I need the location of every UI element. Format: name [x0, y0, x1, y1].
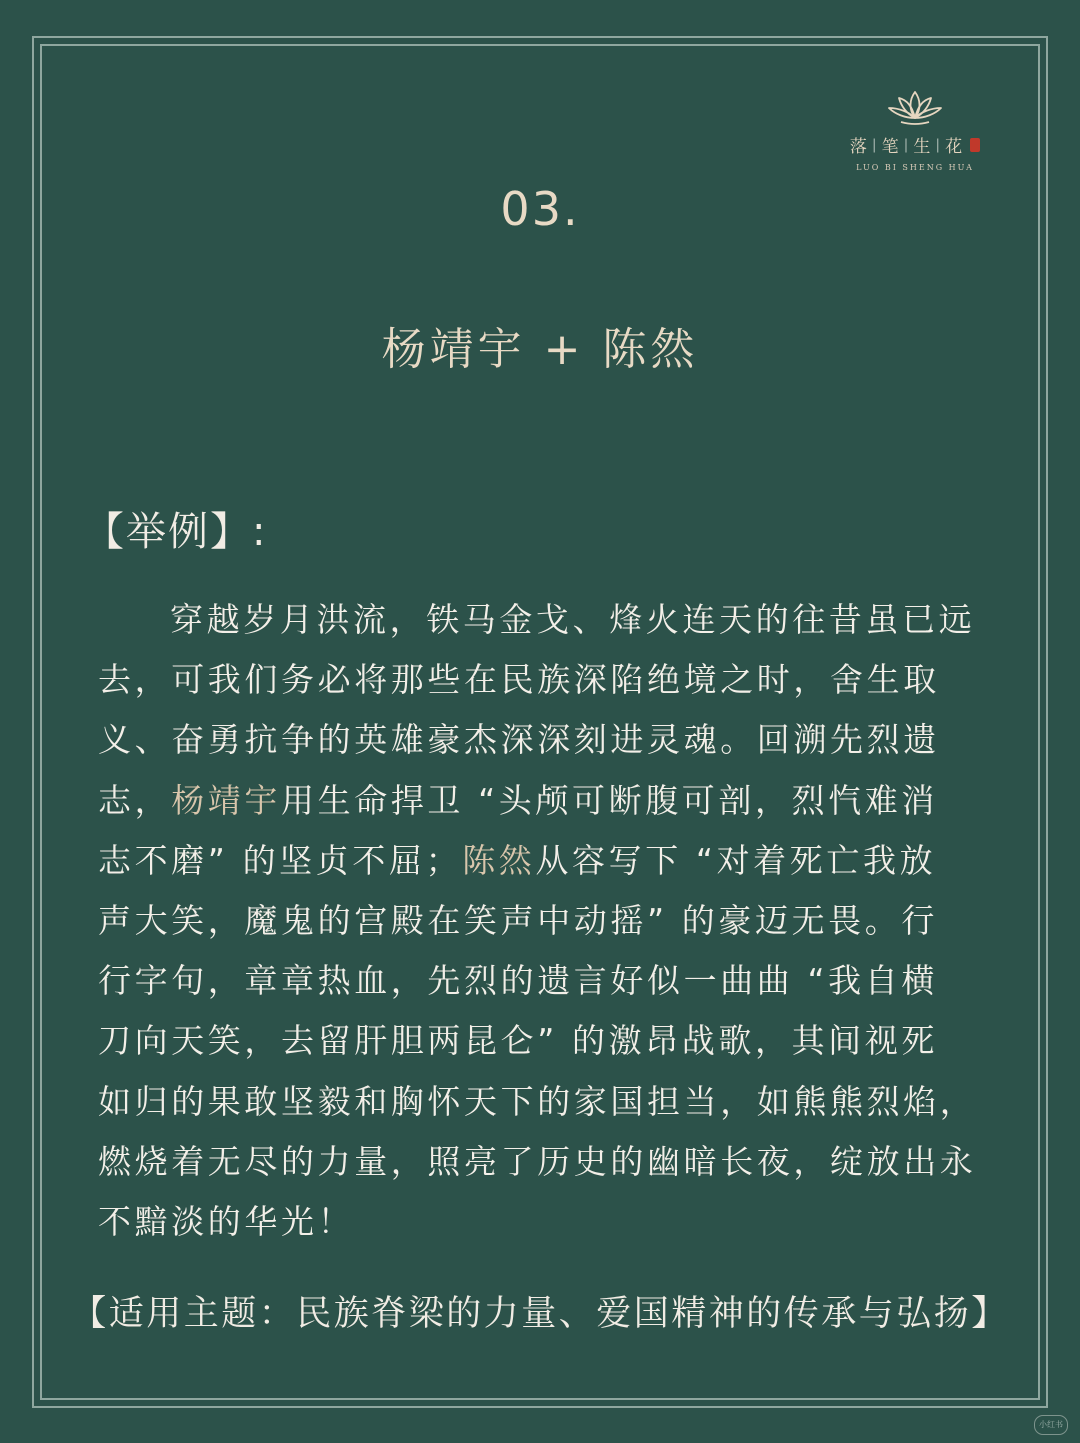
example-paragraph [98, 590, 978, 1252]
paragraph-text: 穿越岁月洪流，铁马金戈、烽火连天的往昔虽已远 [170, 600, 976, 639]
logo-english-name: LUO BI SHENG HUA [856, 163, 974, 172]
paragraph-line [98, 650, 978, 710]
watermark-badge: 小红书 [1034, 1415, 1068, 1435]
paragraph-text: 刀向天笑，去留肝胆两昆仑” 的激昂战歌，其间视死 [98, 1021, 938, 1061]
logo-separator: | [935, 136, 944, 153]
highlighted-name: 杨靖宇 [171, 780, 282, 820]
paragraph-text: 声大笑，魔鬼的宫殿在笑声中动摇” 的豪迈无畏。行 [98, 900, 938, 940]
paragraph-line [98, 1192, 978, 1252]
paragraph-line [98, 891, 978, 951]
logo-char: 笔 [881, 137, 902, 157]
hero-names-title: 杨靖宇 + 陈然 [381, 324, 699, 375]
paragraph-text: 不黯淡的华光！ [98, 1201, 355, 1241]
applicable-theme: 【适用主题：民族脊梁的力量、爱国精神的传承与弘扬】 [71, 1294, 1009, 1334]
paragraph-text: 用生命捍卫 “头颅可断腹可剖，烈忾难消 [281, 780, 939, 820]
paragraph-line [98, 590, 978, 650]
paragraph-line [98, 1072, 978, 1132]
paragraph-line [98, 771, 978, 831]
example-label: 【举例】: [84, 509, 268, 555]
paragraph-text: 志不磨” 的坚贞不屈； [98, 840, 463, 880]
paragraph-line [98, 951, 978, 1011]
paragraph-text: 去，可我们务必将那些在民族深陷绝境之时，舍生取 [98, 660, 940, 700]
red-seal-stamp [970, 138, 980, 152]
logo-chinese-name [840, 132, 990, 157]
paragraph-text: 燃烧着无尽的力量，照亮了历史的幽暗长夜，绽放出永 [98, 1141, 977, 1181]
highlighted-name: 陈然 [462, 840, 536, 880]
paragraph-text: 从容写下 “对着死亡我放 [535, 840, 937, 880]
logo-separator: | [871, 136, 880, 153]
paragraph-line [98, 1132, 978, 1192]
paragraph-text: 行字句，章章热血，先烈的遗言好似一曲曲 “我自横 [98, 961, 938, 1001]
logo-char: 生 [913, 137, 934, 157]
logo-separator: | [903, 136, 912, 153]
paragraph-line [98, 831, 978, 891]
logo-char: 花 [945, 137, 966, 157]
paragraph-line [98, 1011, 978, 1071]
paragraph-text: 志， [98, 780, 172, 820]
paragraph-text: 义、奋勇抗争的英雄豪杰深深刻进灵魂。回溯先烈遗 [98, 720, 940, 760]
logo-char: 落 [849, 137, 870, 157]
lotus-icon [883, 88, 947, 128]
paragraph-text: 如归的果敢坚毅和胸怀天下的家国担当，如熊熊烈焰， [98, 1081, 977, 1121]
brand-logo [840, 88, 990, 184]
section-number: 03. [500, 182, 580, 236]
paragraph-line [98, 710, 978, 770]
